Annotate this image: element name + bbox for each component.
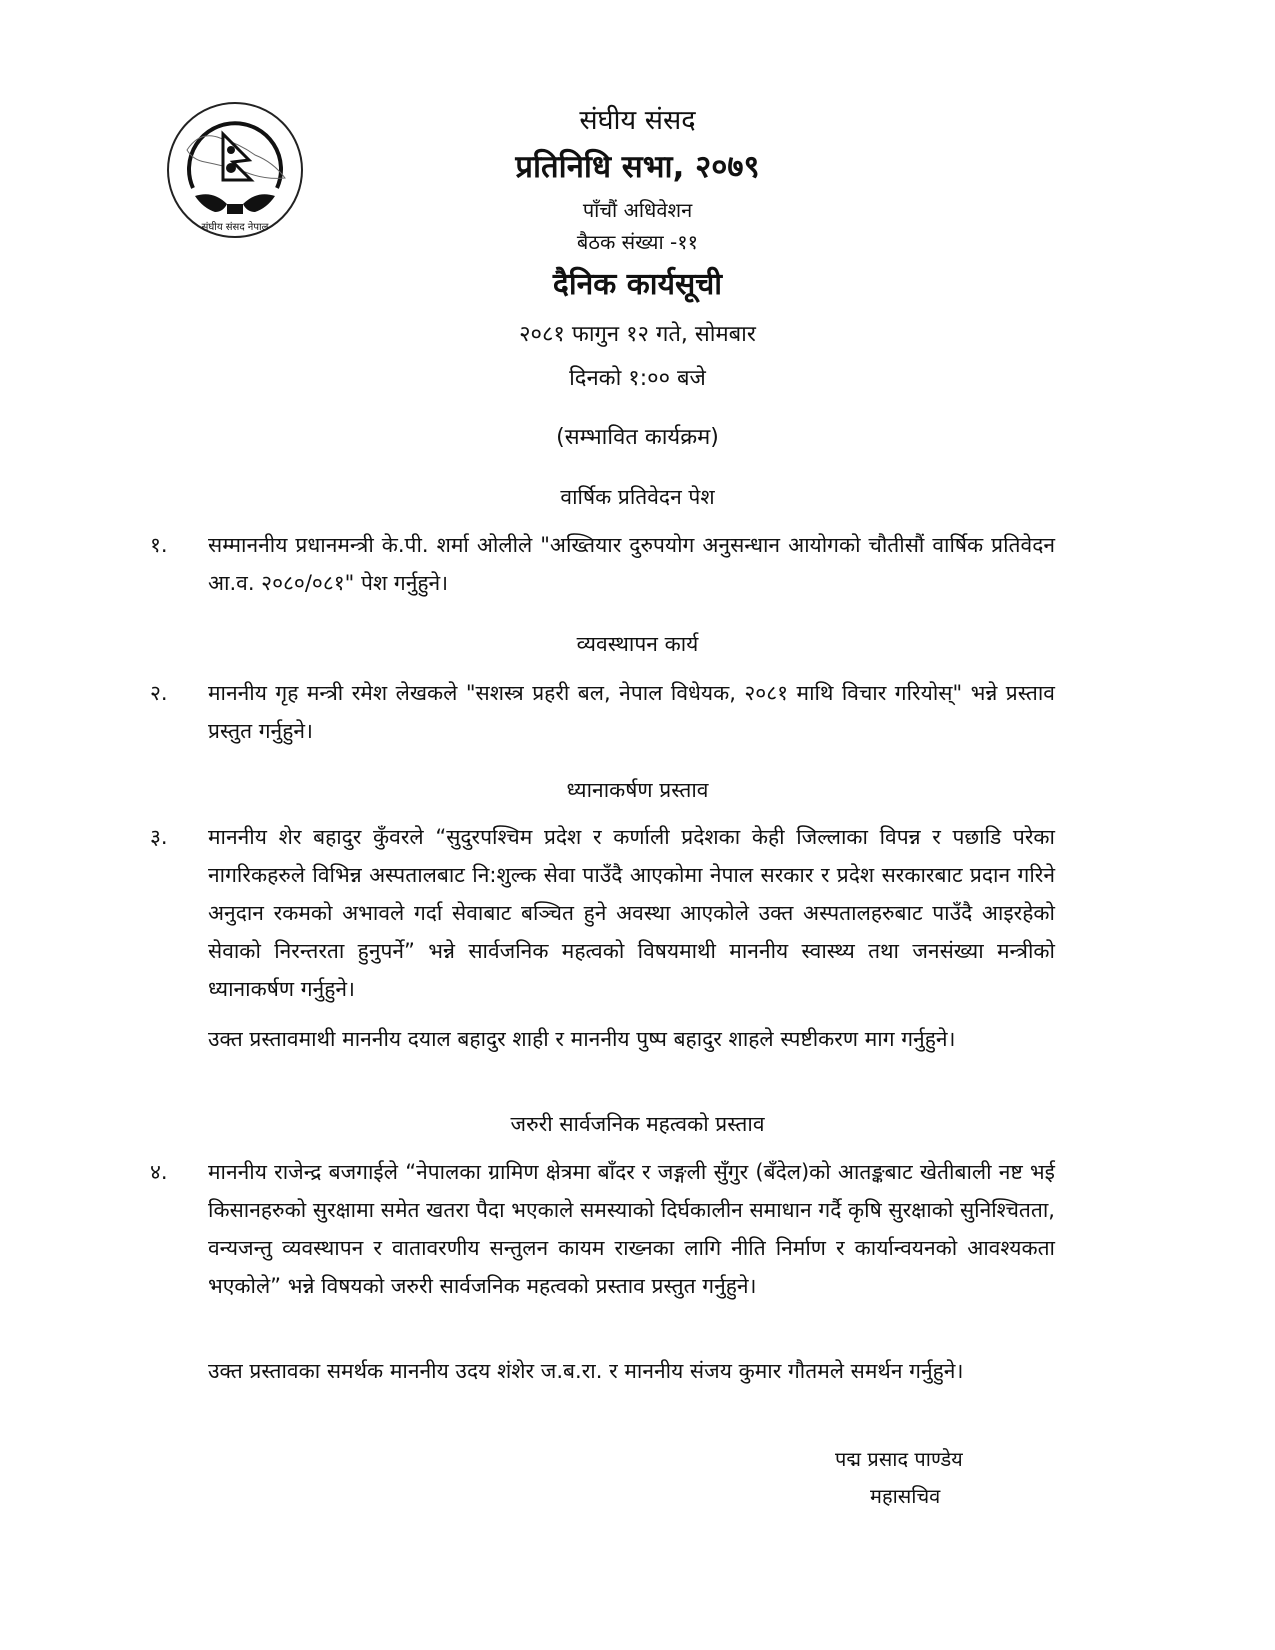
meeting-time: दिनको १:०० बजे bbox=[569, 366, 706, 391]
item-number: १. bbox=[150, 533, 168, 557]
item-text: माननीय शेर बहादुर कुँवरले “सुदुरपश्चिम प्रदेश र कर्णाली प्रदेशका केही जिल्लाका विपन्न र पछाडि परेका नागरिकहरुले विभिन्न अस्पतालबाट नि:शुल्क सेवा पाउँदै आएकोमा नेपाल सरकार र प्रदेश सरकारबाट प्रदान गरिने अनुदान रकमको अभावले गर्दा सेवाबाट बञ्चित हुने अवस्था आएकोले उक्त अस्पतालहरुबाट पाउँदै आइरहेको सेवाको निरन्तरता हुनुपर्ने” भन्ने सार्वजनिक महत्वको विषयमाथी माननीय स्वास्थ्य तथा जनसंख्या मन्त्रीको ध्यानाकर्षण गर्नुहुने। bbox=[208, 825, 1055, 1001]
item-note: उक्त प्रस्तावमाथी माननीय दयाल बहादुर शाही र माननीय पुष्प बहादुर शाहले स्पष्टीकरण माग गर्नुहुने। bbox=[208, 1027, 956, 1051]
item-text: माननीय गृह मन्त्री रमेश लेखकले "सशस्त्र प्रहरी बल, नेपाल विधेयक, २०८१ माथि विचार गरियोस्" भन्ने प्रस्ताव प्रस्तुत गर्नुहुने। bbox=[208, 681, 1055, 743]
item-text: सम्माननीय प्रधानमन्त्री के.पी. शर्मा ओलीले "अख्तियार दुरुपयोग अनुसन्धान आयोगको चौतीसौं वार्षिक प्रतिवेदन आ.व. २०८०/०८१" पेश गर्नुहुने। bbox=[208, 533, 1055, 595]
parliament-name: संघीय संसद bbox=[579, 105, 696, 136]
section-title: ध्यानाकर्षण प्रस्ताव bbox=[566, 778, 709, 802]
session-label: पाँचौं अधिवेशन bbox=[582, 198, 693, 222]
document-title: दैनिक कार्यसूची bbox=[552, 267, 723, 302]
agenda-item bbox=[150, 1153, 1055, 1305]
signatory-name: पद्म प्रसाद पाण्डेय bbox=[835, 1447, 963, 1471]
item-number: ४. bbox=[150, 1160, 168, 1184]
meeting-number: बैठक संख्या -११ bbox=[576, 230, 699, 254]
meeting-date: २०८१ फागुन १२ गते, सोमबार bbox=[519, 322, 756, 347]
program-note: (सम्भावित कार्यक्रम) bbox=[556, 425, 719, 450]
item-number: ३. bbox=[150, 825, 168, 849]
agenda-item bbox=[150, 526, 1055, 602]
item-text: माननीय राजेन्द्र बजगाईले “नेपालका ग्रामिण क्षेत्रमा बाँदर र जङ्गली सुँगुर (बँदेल)को आतङ्कबाट खेतीबाली नष्ट भई किसानहरुको सुरक्षामा समेत खतरा पैदा भएकाले समस्याको दिर्घकालीन समाधान गर्दै कृषि सुरक्षाको सुनिश्चितता, वन्यजन्तु व्यवस्थापन र वातावरणीय सन्तुलन कायम राख्नका लागि नीति निर्माण र कार्यान्वयनको आवश्यकता भएकोले” भन्ने विषयको जरुरी सार्वजनिक महत्वको प्रस्ताव प्रस्तुत गर्नुहुने। bbox=[208, 1160, 1055, 1298]
section-title: वार्षिक प्रतिवेदन पेश bbox=[560, 485, 715, 509]
section-title: व्यवस्थापन कार्य bbox=[576, 632, 699, 656]
item-note: उक्त प्रस्तावका समर्थक माननीय उदय शंशेर ज.ब.रा. र माननीय संजय कुमार गौतमले समर्थन गर्नुहुने। bbox=[208, 1359, 964, 1383]
agenda-item bbox=[150, 674, 1055, 750]
item-number: २. bbox=[150, 681, 168, 705]
house-name: प्रतिनिधि सभा, २०७९ bbox=[515, 149, 760, 185]
section-title: जरुरी सार्वजनिक महत्वको प्रस्ताव bbox=[510, 1112, 765, 1136]
emblem-caption: संघीय संसद नेपाल bbox=[201, 222, 269, 233]
signatory-designation: महासचिव bbox=[870, 1484, 941, 1508]
agenda-item bbox=[150, 818, 1055, 1008]
